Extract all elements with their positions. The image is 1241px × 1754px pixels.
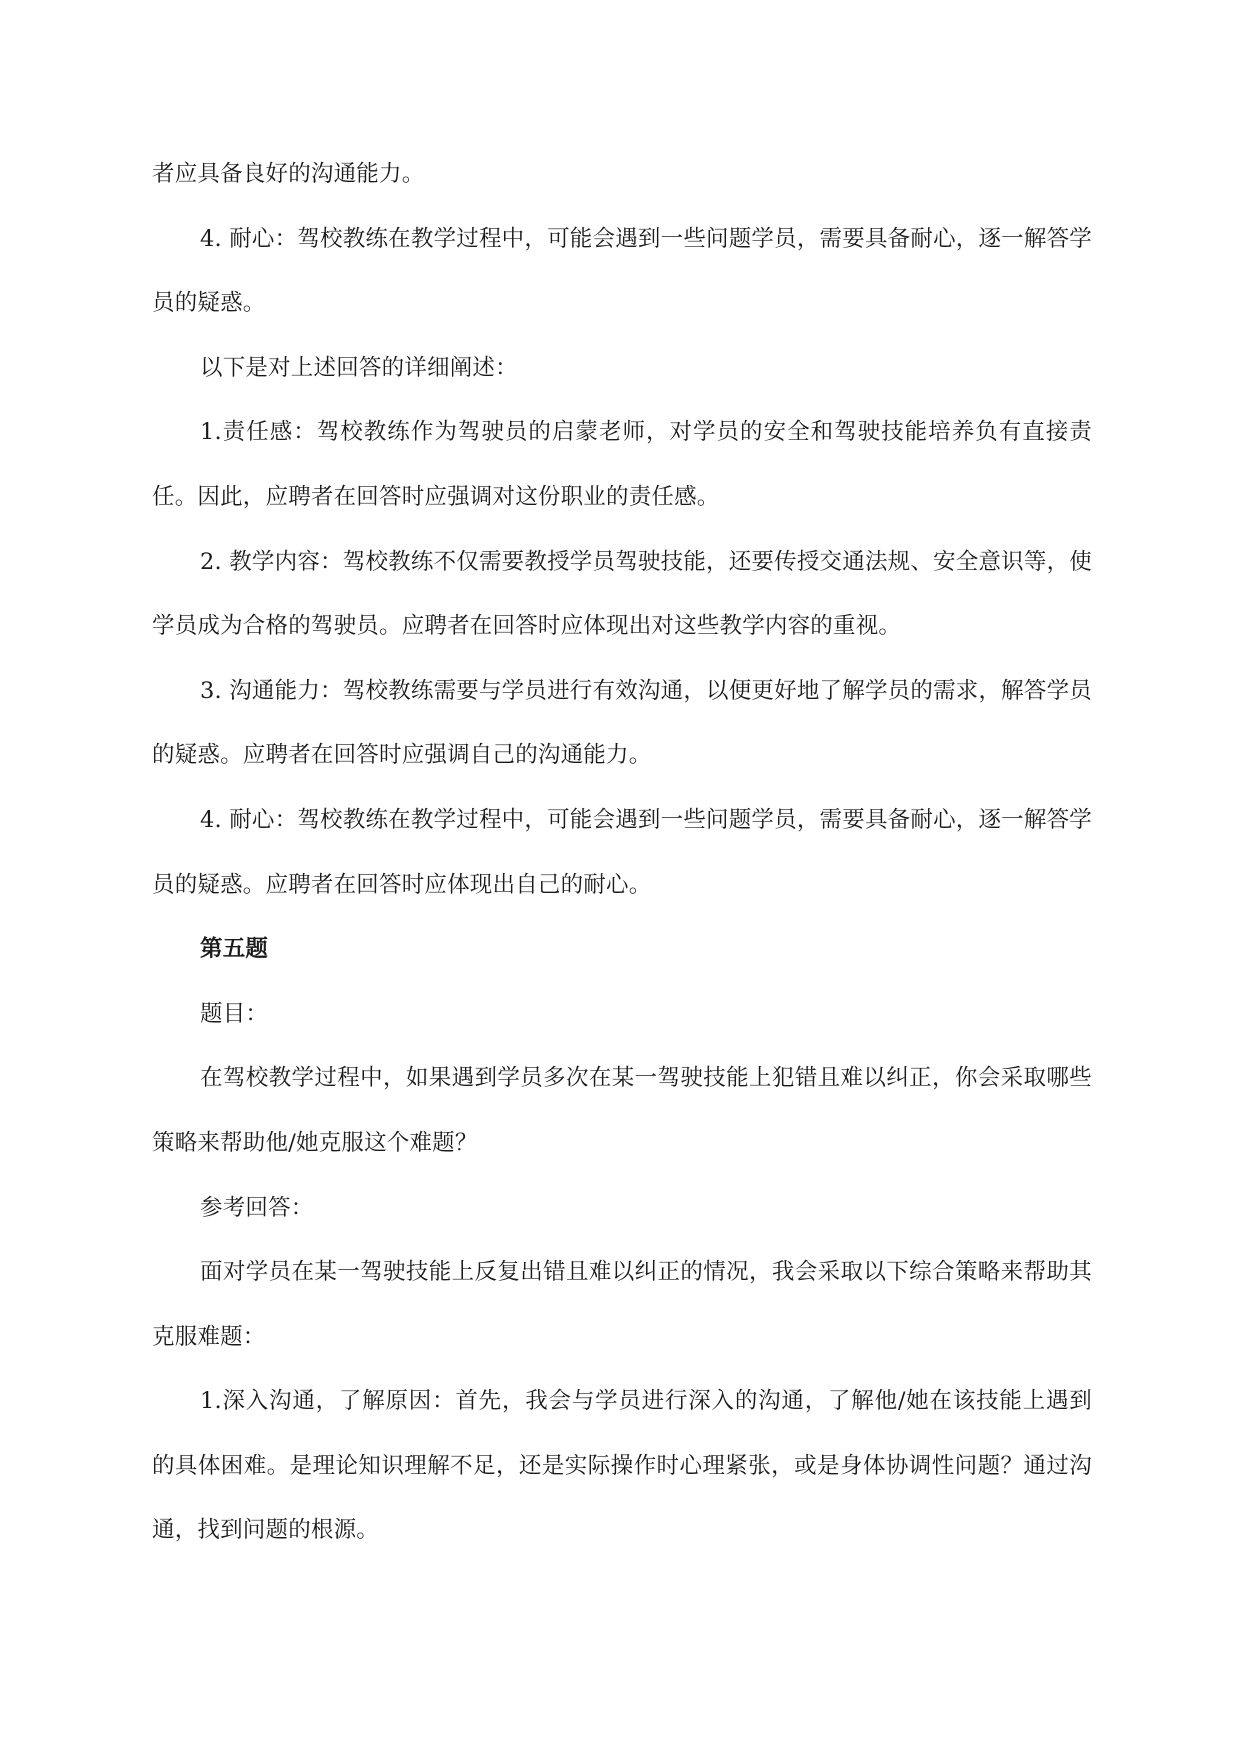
paragraph-detail-intro: 以下是对上述回答的详细阐述： <box>200 354 518 381</box>
paragraph-responsibility: 1.责任感：驾校教练作为驾驶员的启蒙老师，对学员的安全和驾驶技能培养负有直接责任。因此，应聘者在回答时应强调对这份职业的责任感。 <box>152 419 1092 510</box>
paragraph-communication: 3. 沟通能力：驾校教练需要与学员进行有效沟通，以便更好地了解学员的需求，解答学员的疑惑。应聘者在回答时应强调自己的沟通能力。 <box>152 677 1092 769</box>
section-heading-question-five: 第五题 <box>200 936 269 963</box>
question-label: 题目： <box>200 1000 269 1027</box>
answer-label: 参考回答： <box>200 1194 314 1221</box>
paragraph-teaching-content: 2. 教学内容：驾校教练不仅需要教授学员驾驶技能，还要传授交通法规、安全意识等，使学员成为合格的驾驶员。应聘者在回答时应体现出对这些教学内容的重视。 <box>152 548 1092 640</box>
document-body <box>152 142 1092 1563</box>
question-text: 在驾校教学过程中，如果遇到学员多次在某一驾驶技能上犯错且难以纠正，你会采取哪些策略来帮助他/她克服这个难题？ <box>152 1065 1092 1156</box>
paragraph-patience-detail: 4. 耐心：驾校教练在教学过程中，可能会遇到一些问题学员，需要具备耐心，逐一解答学员的疑惑。应聘者在回答时应体现出自己的耐心。 <box>152 806 1092 898</box>
paragraph-patience-summary: 4. 耐心：驾校教练在教学过程中，可能会遇到一些问题学员，需要具备耐心，逐一解答学员的疑惑。 <box>152 225 1092 317</box>
answer-strategy-1: 1.深入沟通，了解原因：首先，我会与学员进行深入的沟通，了解他/她在该技能上遇到的具体困难。是理论知识理解不足，还是实际操作时心理紧张，或是身体协调性问题？通过沟通，找到问题的根源。 <box>152 1388 1092 1544</box>
paragraph-continuation: 者应具备良好的沟通能力。 <box>152 161 425 187</box>
answer-intro: 面对学员在某一驾驶技能上反复出错且难以纠正的情况，我会采取以下综合策略来帮助其克服难题： <box>152 1259 1092 1350</box>
